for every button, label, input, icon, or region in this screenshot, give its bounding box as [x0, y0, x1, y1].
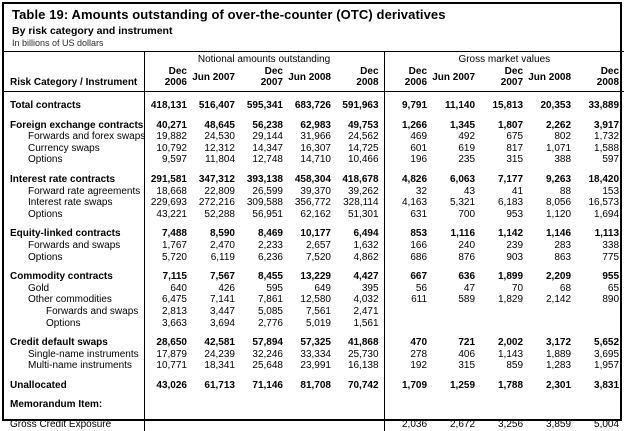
gmv-value: [576, 318, 624, 330]
notional-value: 5,019: [305, 317, 331, 329]
table-row: [4, 112, 624, 132]
notional-value: 22,809: [204, 185, 235, 197]
table-row: [4, 209, 624, 221]
notional-value: 49,753: [347, 119, 379, 131]
notional-value: 2,471: [353, 305, 379, 317]
notional-value: 32,246: [252, 348, 283, 360]
gmv-value: 890: [602, 294, 620, 306]
gmv-value: 15,813: [492, 100, 524, 111]
gmv-value: 470: [384, 329, 432, 349]
gmv-value: 597: [602, 154, 620, 166]
gmv-value: 2,002: [498, 337, 524, 349]
notional-value: 10,466: [347, 154, 379, 166]
table-row: [4, 349, 624, 361]
row-label: Unallocated: [10, 379, 67, 391]
gmv-value: 1,345: [450, 119, 476, 131]
otc-derivatives-table: [4, 51, 624, 431]
gmv-value: 1,113: [594, 228, 620, 240]
gmv-value: [480, 391, 528, 411]
column-header: Dec 2007: [240, 66, 288, 92]
notional-value: 41,868: [347, 337, 379, 349]
table-frame: [2, 2, 622, 431]
gmv-value: 196: [384, 154, 432, 166]
notional-value: 56,238: [252, 119, 283, 131]
notional-value: 9,597: [144, 154, 192, 166]
row-label: Gold: [28, 282, 50, 294]
notional-value: 29,144: [252, 131, 283, 143]
notional-value: [144, 391, 192, 411]
gmv-value: 166: [384, 240, 432, 252]
notional-value: 418,678: [342, 173, 379, 185]
table-row: [4, 154, 624, 166]
row-label: Commodity contracts: [10, 271, 113, 283]
group-header-notional: Notional amounts outstanding: [144, 52, 384, 67]
notional-value: [288, 391, 336, 411]
gmv-value: 406: [458, 348, 476, 360]
gmv-value: 601: [384, 143, 432, 155]
gmv-value: 1,694: [594, 208, 620, 220]
notional-value: 6,475: [144, 294, 192, 306]
gmv-value: 1,807: [498, 119, 524, 131]
notional-value: 595: [266, 282, 283, 294]
table-row: [4, 166, 624, 186]
gmv-value: 589: [458, 294, 476, 306]
table-row: [4, 360, 624, 372]
notional-value: 229,693: [144, 197, 192, 209]
notional-value: 24,530: [204, 131, 235, 143]
gmv-value: 675: [506, 131, 524, 143]
notional-value: [336, 391, 384, 411]
notional-value: 6,494: [353, 228, 379, 240]
notional-value: 12,312: [204, 142, 235, 154]
notional-value: 43,221: [144, 209, 192, 221]
notional-value: 7,115: [144, 263, 192, 283]
notional-value: 6,119: [210, 251, 235, 263]
gmv-value: 3,256: [498, 419, 524, 431]
gmv-value: 283: [554, 239, 572, 251]
notional-value: 649: [314, 282, 331, 294]
gmv-value: 1,899: [498, 271, 524, 283]
table-header: [4, 52, 624, 92]
notional-value: 13,229: [300, 271, 331, 283]
gmv-value: 876: [458, 251, 476, 263]
row-label: Interest rate swaps: [28, 197, 113, 209]
notional-value: 591,963: [342, 100, 379, 111]
gmv-value: 953: [506, 208, 524, 220]
column-header: Dec 2008: [336, 66, 384, 92]
table-body: [4, 92, 624, 431]
notional-value: [288, 411, 336, 431]
gmv-value: 619: [458, 142, 476, 154]
notional-value: 683,726: [294, 100, 331, 111]
gmv-value: 65: [607, 282, 620, 294]
gmv-value: 56: [384, 283, 432, 295]
notional-value: 595,341: [246, 100, 283, 111]
notional-value: 25,648: [252, 360, 283, 372]
notional-value: 3,447: [209, 305, 235, 317]
table-row: [4, 240, 624, 252]
gmv-value: 636: [458, 271, 476, 283]
notional-value: 2,470: [209, 239, 235, 251]
gmv-value: 9,791: [384, 92, 432, 112]
notional-value: 16,307: [300, 142, 331, 154]
notional-value: 4,032: [353, 294, 379, 306]
notional-value: 291,581: [144, 166, 192, 186]
row-label: Memorandum Item:: [10, 399, 103, 411]
gmv-value: [480, 306, 528, 318]
notional-value: 7,567: [209, 271, 235, 283]
gmv-value: 955: [602, 271, 620, 283]
gmv-value: 863: [554, 251, 572, 263]
title-block: [4, 4, 620, 48]
row-label: Forwards and swaps: [28, 239, 121, 251]
notional-value: 16,138: [347, 360, 379, 372]
notional-value: 42,581: [204, 337, 235, 349]
notional-value: 272,216: [198, 197, 235, 209]
gmv-value: 6,063: [450, 173, 476, 185]
gmv-value: 20,353: [540, 100, 572, 111]
notional-value: [240, 411, 288, 431]
notional-value: 640: [144, 283, 192, 295]
column-header: Dec 2008: [576, 66, 624, 92]
notional-value: 2,657: [305, 239, 331, 251]
notional-value: 26,599: [252, 185, 283, 197]
notional-value: 48,645: [204, 119, 235, 131]
gmv-value: [576, 306, 624, 318]
notional-value: 81,708: [300, 379, 331, 391]
notional-value: [240, 391, 288, 411]
row-label: Options: [28, 251, 63, 263]
row-label: Total contracts: [10, 100, 81, 111]
gmv-value: 1,709: [384, 372, 432, 392]
notional-value: 33,334: [300, 348, 331, 360]
notional-value: 19,882: [144, 131, 192, 143]
gmv-value: 3,172: [546, 337, 572, 349]
row-label: Options: [46, 317, 81, 329]
gmv-value: 338: [602, 239, 620, 251]
notional-value: 7,141: [209, 294, 235, 306]
notional-value: 516,407: [198, 100, 235, 111]
column-header: Dec 2006: [384, 66, 432, 92]
row-label: Multi-name instruments: [28, 360, 132, 372]
notional-value: 10,792: [144, 143, 192, 155]
notional-value: [144, 411, 192, 431]
gmv-value: 859: [506, 360, 524, 372]
notional-value: 14,347: [252, 142, 283, 154]
notional-value: 393,138: [246, 173, 283, 185]
gmv-value: 853: [384, 220, 432, 240]
gmv-value: 2,262: [546, 119, 572, 131]
gmv-value: 315: [506, 154, 524, 166]
gmv-value: [432, 306, 480, 318]
gmv-value: 68: [559, 282, 572, 294]
row-header-label: Risk Category / Instrument: [4, 52, 144, 92]
gmv-value: 1,829: [498, 294, 524, 306]
gmv-value: 47: [463, 282, 476, 294]
gmv-value: 686: [384, 252, 432, 264]
group-header-row: [4, 52, 624, 67]
notional-value: 56,951: [252, 208, 283, 220]
table-row: [4, 294, 624, 306]
gmv-value: 5,321: [450, 197, 476, 209]
notional-value: 10,771: [144, 360, 192, 372]
table-subtitle: By risk category and instrument: [12, 25, 173, 37]
gmv-value: 775: [602, 251, 620, 263]
gmv-value: 1,143: [498, 348, 524, 360]
gmv-value: 1,283: [546, 360, 572, 372]
notional-value: 5,720: [144, 252, 192, 264]
gmv-value: 240: [458, 239, 476, 251]
gmv-value: 388: [554, 154, 572, 166]
gmv-value: [528, 391, 576, 411]
gmv-value: 802: [554, 131, 572, 143]
notional-value: 51,301: [347, 208, 379, 220]
notional-value: 8,590: [209, 228, 235, 240]
gmv-value: 32: [384, 186, 432, 198]
notional-value: 43,026: [144, 372, 192, 392]
notional-value: 31,966: [300, 131, 331, 143]
gmv-value: [528, 306, 576, 318]
gmv-value: 1,259: [450, 379, 476, 391]
notional-value: 1,767: [144, 240, 192, 252]
gmv-value: [480, 318, 528, 330]
notional-value: 2,776: [257, 317, 283, 329]
notional-value: 39,262: [347, 185, 379, 197]
notional-value: 7,561: [305, 305, 331, 317]
gmv-value: [432, 391, 480, 411]
notional-value: 11,804: [205, 154, 235, 166]
column-header: Jun 2008: [288, 66, 336, 92]
gmv-value: 631: [384, 209, 432, 221]
notional-value: 418,131: [144, 92, 192, 112]
row-label: Interest rate contracts: [10, 173, 116, 185]
gmv-value: 8,056: [546, 197, 572, 209]
notional-value: 328,114: [343, 197, 379, 209]
notional-value: 347,312: [198, 173, 235, 185]
gmv-value: 903: [506, 251, 524, 263]
notional-value: 24,562: [347, 131, 379, 143]
gmv-value: 41: [511, 185, 524, 197]
gmv-value: 1,788: [498, 379, 524, 391]
gmv-value: 7,177: [498, 173, 524, 185]
notional-value: 12,748: [252, 154, 283, 166]
table-row: [4, 220, 624, 240]
notional-value: 6,236: [257, 251, 283, 263]
gmv-value: 43: [463, 185, 476, 197]
notional-value: 8,469: [257, 228, 283, 240]
gmv-value: 3,917: [594, 119, 620, 131]
gmv-value: 1,588: [594, 142, 620, 154]
row-label: Gross Credit Exposure: [10, 419, 112, 431]
column-header: Jun 2007: [192, 66, 240, 92]
gmv-value: [576, 391, 624, 411]
notional-value: 1,561: [353, 317, 379, 329]
notional-value: 57,894: [252, 337, 283, 349]
gmv-value: 2,036: [384, 411, 432, 431]
table-row: [4, 391, 624, 411]
notional-value: 5,085: [257, 305, 283, 317]
notional-value: [192, 391, 240, 411]
notional-value: 458,304: [294, 173, 331, 185]
table-row: [4, 143, 624, 155]
gmv-value: 469: [384, 131, 432, 143]
gmv-value: 2,672: [450, 419, 476, 431]
table-row: [4, 306, 624, 318]
gmv-value: 1,120: [546, 208, 572, 220]
gmv-value: 18,420: [588, 173, 620, 185]
gmv-value: [384, 318, 432, 330]
row-label: Single-name instruments: [28, 348, 139, 360]
row-label: Other commodities: [28, 294, 112, 306]
notional-value: 426: [218, 282, 235, 294]
row-label: Equity-linked contracts: [10, 228, 121, 240]
notional-value: 62,162: [300, 208, 331, 220]
gmv-value: [432, 318, 480, 330]
notional-value: 17,879: [144, 349, 192, 361]
notional-value: 28,650: [144, 329, 192, 349]
gmv-value: 667: [384, 263, 432, 283]
notional-value: 7,861: [257, 294, 283, 306]
notional-value: 309,588: [246, 197, 283, 209]
notional-value: 71,146: [252, 379, 283, 391]
table-row: [4, 197, 624, 209]
table-row: [4, 252, 624, 264]
row-label: Credit default swaps: [10, 337, 108, 349]
notional-value: 395: [361, 282, 379, 294]
gmv-value: 1,957: [594, 360, 620, 372]
gmv-value: 2,209: [546, 271, 572, 283]
notional-value: 40,271: [144, 112, 192, 132]
notional-value: 52,288: [204, 208, 235, 220]
notional-value: 39,370: [300, 185, 331, 197]
group-header-gross-market-values: Gross market values: [384, 52, 624, 67]
row-label: Forwards and forex swaps: [28, 131, 146, 143]
notional-value: 18,341: [204, 360, 235, 372]
notional-value: 8,455: [257, 271, 283, 283]
gmv-value: 1,732: [594, 131, 620, 143]
notional-value: 2,813: [144, 306, 192, 318]
gmv-value: 721: [458, 337, 476, 349]
notional-value: 25,730: [347, 348, 379, 360]
gmv-value: 700: [458, 208, 476, 220]
gmv-value: 1,889: [546, 348, 572, 360]
notional-value: 4,862: [353, 251, 379, 263]
notional-value: 3,663: [144, 318, 192, 330]
gmv-value: 315: [458, 360, 476, 372]
row-label: Forwards and swaps: [46, 305, 139, 317]
gmv-value: 2,142: [546, 294, 572, 306]
column-header: Jun 2008: [528, 66, 576, 92]
table-row: [4, 372, 624, 392]
notional-value: 57,325: [300, 337, 331, 349]
gmv-value: [384, 391, 432, 411]
gmv-value: 611: [384, 294, 432, 306]
row-label: Forward rate agreements: [28, 185, 141, 197]
notional-value: 70,742: [347, 379, 379, 391]
gmv-value: 278: [384, 349, 432, 361]
notional-value: 3,694: [209, 317, 235, 329]
notional-value: 14,710: [300, 154, 331, 166]
gmv-value: 1,116: [450, 228, 476, 240]
notional-value: 18,668: [144, 186, 192, 198]
notional-value: 2,233: [257, 239, 283, 251]
notional-value: 4,427: [353, 271, 379, 283]
gmv-value: 4,163: [384, 197, 432, 209]
notional-value: 61,713: [204, 379, 235, 391]
table-row: [4, 318, 624, 330]
gmv-value: 1,142: [498, 228, 524, 240]
notional-value: 14,725: [347, 142, 379, 154]
table-row: [4, 131, 624, 143]
table-row: [4, 186, 624, 198]
gmv-value: 88: [559, 185, 572, 197]
gmv-value: 70: [511, 282, 524, 294]
gmv-value: 239: [506, 239, 524, 251]
row-label: Foreign exchange contracts: [10, 119, 144, 131]
notional-value: [336, 411, 384, 431]
gmv-value: [384, 306, 432, 318]
gmv-value: [528, 318, 576, 330]
table-row: [4, 92, 624, 112]
gmv-value: 11,140: [444, 100, 476, 111]
table-title: Table 19: Amounts outstanding of over-the-counter (OTC) derivatives: [12, 7, 446, 22]
notional-value: [192, 411, 240, 431]
notional-value: 7,488: [144, 220, 192, 240]
units-note: In billions of US dollars: [12, 38, 104, 48]
gmv-value: 3,831: [594, 379, 620, 391]
gmv-value: 817: [506, 142, 524, 154]
gmv-value: 153: [602, 185, 620, 197]
row-label: Options: [28, 208, 63, 220]
table-row: [4, 263, 624, 283]
row-label: Options: [28, 154, 63, 166]
gmv-value: 492: [458, 131, 476, 143]
gmv-value: 3,859: [546, 419, 572, 431]
gmv-value: 9,263: [546, 173, 572, 185]
table-row: [4, 283, 624, 295]
notional-value: 10,177: [300, 228, 331, 240]
gmv-value: 33,889: [588, 100, 620, 111]
gmv-value: 6,183: [498, 197, 524, 209]
notional-value: 1,632: [353, 239, 379, 251]
gmv-value: 1,071: [546, 142, 572, 154]
table-row: [4, 411, 624, 431]
gmv-value: 3,695: [594, 348, 620, 360]
column-header: Dec 2006: [144, 66, 192, 92]
column-header: Jun 2007: [432, 66, 480, 92]
column-header: Dec 2007: [480, 66, 528, 92]
row-label: Currency swaps: [28, 142, 100, 154]
gmv-value: 2,301: [546, 379, 572, 391]
notional-value: 7,520: [305, 251, 331, 263]
gmv-value: 5,004: [594, 419, 620, 431]
table-row: [4, 329, 624, 349]
notional-value: 12,580: [300, 294, 331, 306]
gmv-value: 192: [384, 360, 432, 372]
notional-value: 356,772: [294, 197, 331, 209]
gmv-value: 4,826: [384, 166, 432, 186]
gmv-value: 16,573: [588, 197, 620, 209]
notional-value: 62,983: [300, 119, 331, 131]
gmv-value: 235: [458, 154, 476, 166]
notional-value: 23,991: [300, 360, 331, 372]
gmv-value: 1,146: [546, 228, 572, 240]
notional-value: 24,239: [204, 348, 235, 360]
gmv-value: 1,266: [384, 112, 432, 132]
gmv-value: 5,652: [594, 337, 620, 349]
